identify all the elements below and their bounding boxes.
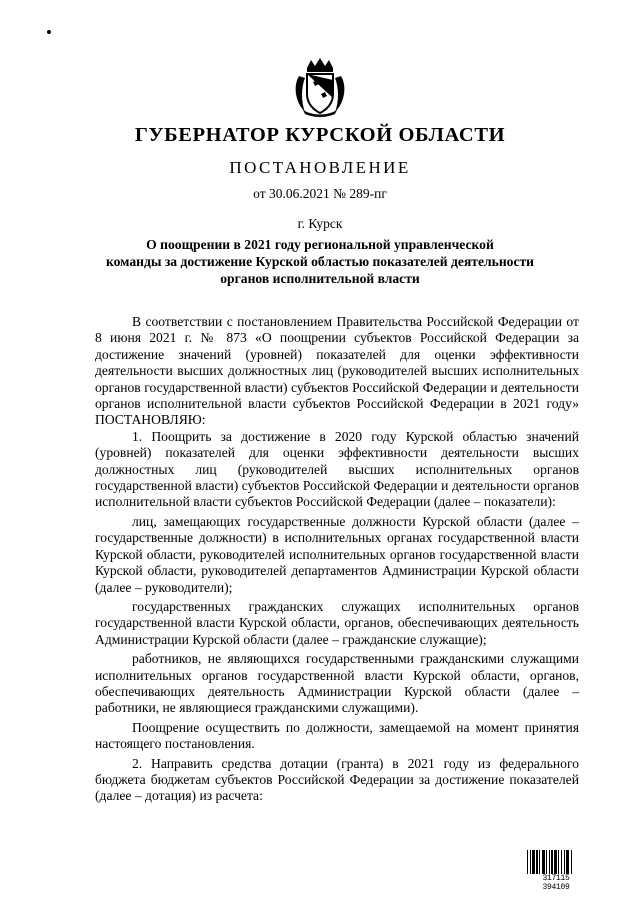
body-paragraph: государственных гражданских служащих исполнительных органов государственной власти Курской области, органов, обеспечивающих деятельность Администрации Курской области (далее – гражданские служащие); xyxy=(95,598,579,647)
document-body xyxy=(95,314,579,805)
document-subject xyxy=(0,236,640,287)
body-paragraph: В соответствии с постановлением Правительства Российской Федерации от 8 июня 2021 г. № 873 «О поощрении субъектов Российской Федерации за достижение значений (уровней) показателей для оценки эффективности деятельности высших должностных лиц (руководителей высших исполнительных органов государственной власти) субъектов Российской Федерации и деятельности органов исполнительной власти субъектов Российской Федерации в 2021 году» ПОСТАНОВЛЯЮ: xyxy=(95,314,579,428)
barcode-bars xyxy=(527,850,585,874)
body-paragraph: Поощрение осуществить по должности, замещаемой на момент принятия настоящего постановления. xyxy=(95,719,579,752)
coat-of-arms-emblem xyxy=(293,58,347,118)
barcode xyxy=(527,850,585,892)
body-paragraph: 2. Направить средства дотации (гранта) в 2021 году из федерального бюджета бюджетам субъектов Российской Федерации за достижение показателей (далее – дотация) из расчета: xyxy=(95,755,579,804)
body-paragraph: работников, не являющихся государственными гражданскими служащими исполнительных органов государственной власти Курской области, органов, обеспечивающих деятельность Администрации Курской области (далее – работники, не являющиеся гражданскими служащими). xyxy=(95,651,579,716)
subject-line: команды за достижение Курской областью показателей деятельности xyxy=(105,254,535,269)
document-type: ПОСТАНОВЛЕНИЕ xyxy=(229,158,411,177)
body-paragraph: 1. Поощрить за достижение в 2020 году Курской областью значений (уровней) показателей для оценки эффективности деятельности высших должностных лиц (руководителей высших исполнительных органов государственной власти) субъектов Российской Федерации и деятельности органов исполнительной власти субъектов Российской Федерации (далее – показатели): xyxy=(95,428,579,510)
subject-line: органов исполнительной власти xyxy=(220,271,420,286)
subject-line: О поощрении в 2021 году региональной управленческой xyxy=(146,237,494,252)
barcode-number: 317115 394109 xyxy=(542,874,570,892)
date-and-number: от 30.06.2021 № 289-пг xyxy=(253,186,387,201)
issuing-authority: ГУБЕРНАТОР КУРСКОЙ ОБЛАСТИ xyxy=(134,124,506,146)
scan-mark xyxy=(47,30,51,34)
city: г. Курск xyxy=(297,216,343,231)
body-paragraph: лиц, замещающих государственные должности Курской области (далее – государственные должности) в исполнительных органах государственной власти Курской области, руководителей исполнительных органов государственной власти Курской области, руководителей департаментов Администрации Курской области (далее – руководители); xyxy=(95,513,579,595)
